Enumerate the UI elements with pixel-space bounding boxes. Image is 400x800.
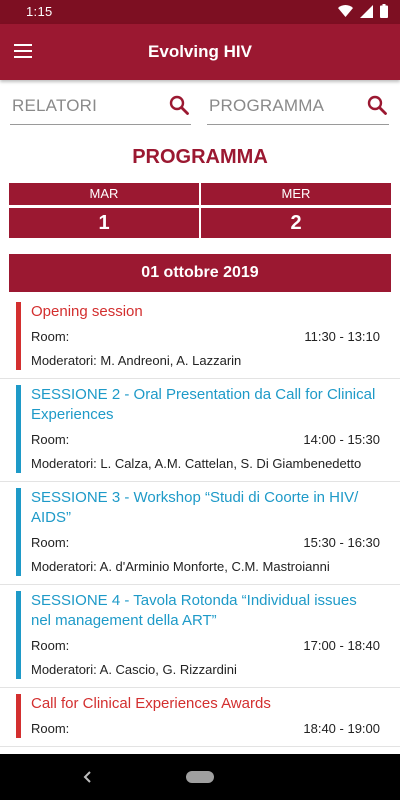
day-tab-weekday: MER — [201, 183, 391, 205]
session-accent-bar — [16, 302, 21, 370]
app-bar — [0, 24, 400, 80]
session-title: SESSIONE 4 - Tavola Rotonda “Individual issues nel management della ART” — [31, 592, 357, 629]
back-icon[interactable] — [80, 768, 94, 786]
session-item[interactable] — [0, 296, 400, 379]
session-title: Call for Clinical Experiences Awards — [31, 695, 271, 712]
app-title: Evolving HIV — [148, 42, 252, 61]
status-time: 1:15 — [26, 4, 53, 19]
session-title: SESSIONE 3 - Workshop “Studi di Coorte in HIV/ AIDS” — [31, 489, 359, 526]
session-accent-bar — [16, 385, 21, 473]
session-item[interactable] — [0, 585, 400, 688]
navigation-bar — [0, 754, 400, 800]
home-icon[interactable] — [186, 771, 214, 783]
room-label: Room: — [31, 721, 70, 736]
status-icons — [338, 4, 388, 18]
session-list — [0, 296, 400, 747]
program-search-field[interactable] — [207, 92, 389, 125]
session-title: Opening session — [31, 303, 143, 320]
room-label: Room: — [31, 329, 70, 344]
session-accent-bar — [16, 488, 21, 576]
day-tab-number: 1 — [9, 208, 199, 238]
session-moderators: Moderatori: L. Calza, A.M. Cattelan, S. Di Giambenedetto — [31, 456, 362, 471]
session-accent-bar — [16, 591, 21, 679]
session-item[interactable] — [0, 379, 400, 482]
wifi-icon — [338, 5, 353, 18]
day-tab-weekday: MAR — [9, 183, 199, 205]
session-time: 18:40 - 19:00 — [303, 721, 380, 736]
session-time: 17:00 - 18:40 — [303, 638, 380, 653]
day-tab-2[interactable] — [201, 183, 391, 238]
day-tab-number: 2 — [201, 208, 391, 238]
battery-icon — [380, 4, 388, 18]
status-bar — [0, 0, 400, 24]
room-label: Room: — [31, 535, 70, 550]
session-moderators: Moderatori: A. Cascio, G. Rizzardini — [31, 662, 237, 677]
session-time: 14:00 - 15:30 — [303, 432, 380, 447]
session-time: 11:30 - 13:10 — [304, 329, 380, 344]
signal-icon — [360, 5, 373, 18]
search-icon[interactable] — [169, 95, 189, 115]
session-item[interactable] — [0, 688, 400, 747]
day-tab-1[interactable] — [9, 183, 199, 238]
room-label: Room: — [31, 638, 70, 653]
speakers-search-field[interactable] — [10, 92, 191, 125]
room-label: Room: — [31, 432, 70, 447]
search-icon[interactable] — [367, 95, 387, 115]
session-item[interactable] — [0, 482, 400, 585]
session-title: SESSIONE 2 - Oral Presentation da Call for Clinical Experiences — [31, 386, 376, 423]
session-moderators: Moderatori: M. Andreoni, A. Lazzarin — [31, 353, 242, 368]
section-title: PROGRAMMA — [132, 146, 268, 168]
session-accent-bar — [16, 694, 21, 738]
date-header: 01 ottobre 2019 — [9, 254, 391, 292]
speakers-search-input[interactable] — [10, 96, 162, 116]
session-moderators: Moderatori: A. d'Arminio Monforte, C.M. Mastroianni — [31, 559, 330, 574]
session-time: 15:30 - 16:30 — [303, 535, 380, 550]
program-search-input[interactable] — [207, 96, 359, 116]
